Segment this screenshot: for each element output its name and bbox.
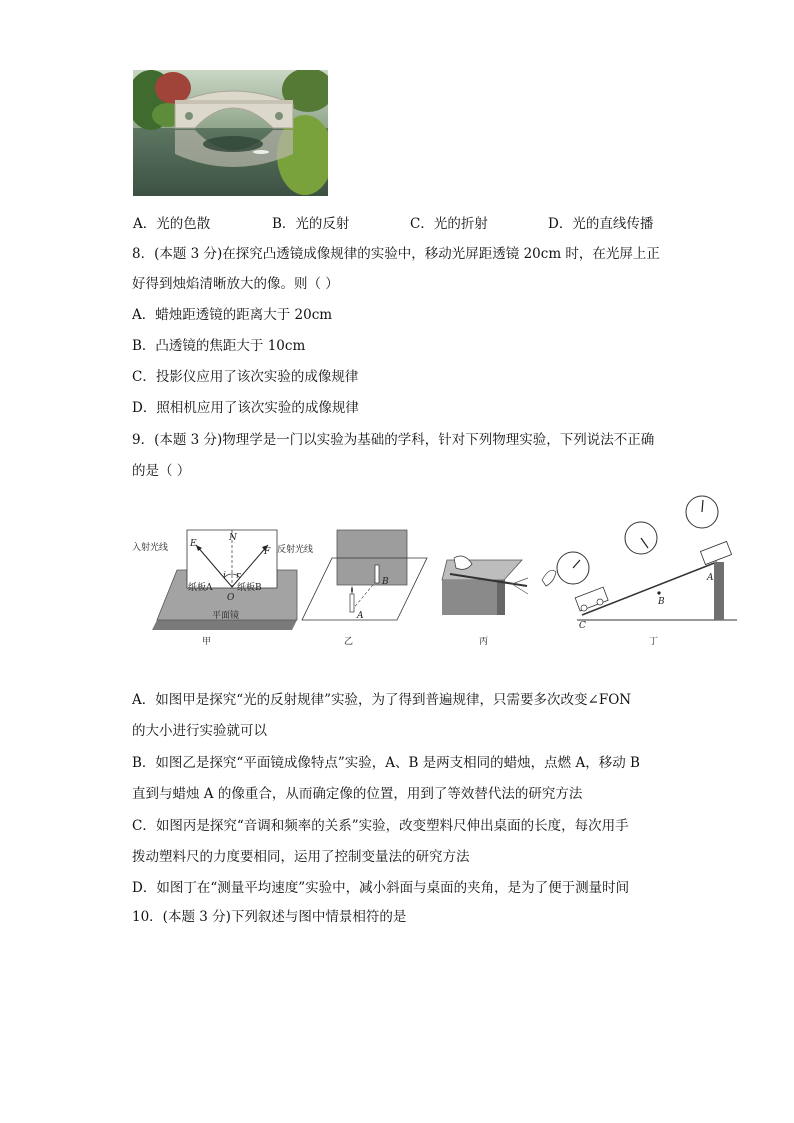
yi-caption: 乙 [344, 637, 354, 647]
figure-ding [557, 496, 737, 647]
q9-option-c-line1: C．如图丙是探究“音调和频率的关系”实验，改变塑料尺伸出桌面的长度，每次用手 [132, 818, 629, 834]
ding-a-label: A [707, 573, 714, 583]
bing-caption: 丙 [479, 637, 489, 647]
jia-r-label: r [236, 571, 241, 581]
q9-experiment-figures [132, 490, 742, 650]
jia-i-label: i [223, 571, 226, 581]
jia-e-label: E [190, 539, 197, 549]
q8-option-b: B．凸透镜的焦距大于 10cm [132, 338, 306, 354]
figure-jia [132, 530, 313, 647]
ding-caption: 丁 [649, 637, 659, 647]
q8-option-c: C．投影仪应用了该次实验的成像规律 [132, 369, 359, 385]
q8-stem-line1: 8．(本题 3 分)在探究凸透镜成像规律的实验中，移动光屏距透镜 20cm 时，在光屏上正 [132, 246, 660, 262]
q9-option-b-line2: 直到与蜡烛 A 的像重合，从而确定像的位置，用到了等效替代法的研究方法 [132, 786, 583, 802]
jia-caption: 甲 [202, 637, 212, 647]
bridge-photo-graphic [133, 70, 328, 196]
jia-reflected-label: 反射光线 [277, 545, 314, 555]
jia-mirror-label: 平面镜 [212, 611, 240, 621]
bridge-reflection-photo [133, 70, 328, 196]
q7-option-d: D．光的直线传播 [548, 216, 654, 232]
q9-stem-line2: 的是（ ） [132, 463, 191, 479]
ding-c-label: C [579, 621, 586, 631]
jia-o-label: O [227, 593, 235, 603]
figure-yi [302, 530, 427, 647]
jia-f-label: F [264, 547, 271, 557]
q9-option-d-line1: D．如图丁在“测量平均速度”实验中，减小斜面与桌面的夹角，是为了便于测量时间 [132, 880, 630, 896]
jia-board-b-label: 纸板B [237, 583, 262, 593]
q9-stem-line1: 9．(本题 3 分)物理学是一门以实验为基础的学科，针对下列物理实验，下列说法不正确 [132, 432, 655, 448]
q8-stem-line2: 好得到烛焰清晰放大的像。则（ ） [132, 276, 339, 292]
q7-option-c: C．光的折射 [410, 216, 488, 232]
q8-option-a: A．蜡烛距透镜的距离大于 20cm [132, 307, 333, 323]
q10-stem: 10．(本题 3 分)下列叙述与图中情景相符的是 [132, 909, 407, 925]
figure-bing [442, 556, 556, 647]
q9-option-a-line1: A．如图甲是探究“光的反射规律”实验，为了得到普遍规律，只需要多次改变∠FON [132, 692, 632, 708]
q9-figures-graphic [132, 490, 742, 650]
q9-option-c-line2: 拨动塑料尺的力度要相同，运用了控制变量法的研究方法 [132, 849, 470, 865]
q9-option-a-line2: 的大小进行实验就可以 [132, 723, 267, 739]
jia-board-a-label: 纸板A [188, 583, 213, 593]
q9-option-b-line1: B．如图乙是探究“平面镜成像特点”实验，A、B 是两支相同的蜡烛，点燃 A，移动 B [132, 755, 640, 771]
q7-option-a: A．光的色散 [133, 216, 211, 232]
q8-option-d: D．照相机应用了该次实验的成像规律 [132, 400, 359, 416]
jia-incident-label: 入射光线 [132, 543, 169, 553]
ding-b-label: B [658, 597, 665, 607]
jia-n-label: N [229, 533, 237, 543]
yi-b-label: B [382, 577, 389, 587]
yi-a-label: A [357, 611, 364, 621]
q7-option-b: B．光的反射 [272, 216, 350, 232]
